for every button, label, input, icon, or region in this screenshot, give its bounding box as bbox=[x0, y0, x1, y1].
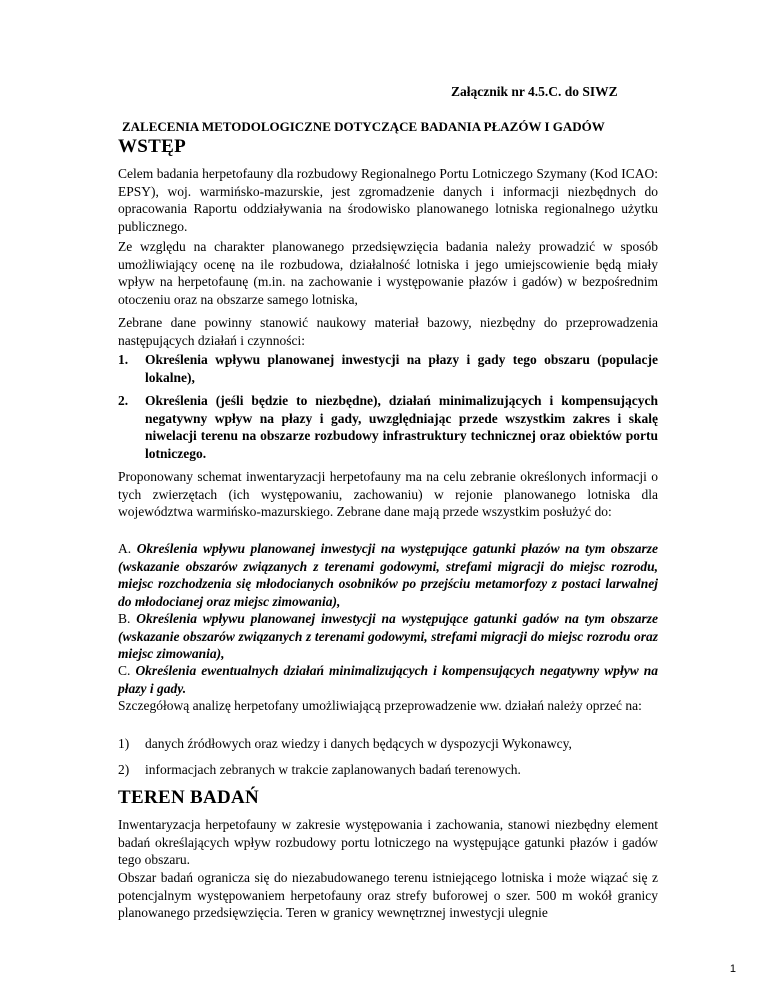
paragraph-4: Proponowany schemat inwentaryzacji herpetofauny ma na celu zebranie określonych informacji o tych zwierzętach (ich występowaniu, zachowaniu) w rejonie planowanego lotniska dla województwa warmińsko-mazurskiego. Zebrane dane mają przede wszystkim posłużyć do: bbox=[118, 469, 658, 519]
letter-item bbox=[118, 610, 658, 663]
letter-prefix: B. bbox=[118, 611, 131, 626]
item-number: 1. bbox=[118, 352, 129, 367]
paragraph-5: Szczegółową analizę herpetofany umożliwiającą przeprowadzenie ww. działań należy oprzeć na: bbox=[118, 698, 642, 713]
document-title: ZALECENIA METODOLOGICZNE DOTYCZĄCE BADANIA PŁAZÓW I GADÓW bbox=[122, 119, 605, 134]
paragraph-6: Inwentaryzacja herpetofauny w zakresie występowania i zachowania, stanowi niezbędny element badań określających wpływ rozbudowy portu lotniczego na występujące gatunki płazów i gadów tego obszaru. bbox=[118, 817, 658, 867]
letter-prefix: C. bbox=[118, 663, 131, 678]
attachment-label: Załącznik nr 4.5.C. do SIWZ bbox=[451, 84, 618, 99]
list-text: danych źródłowych oraz wiedzy i danych będących w dyspozycji Wykonawcy, bbox=[145, 736, 572, 751]
area-heading: TEREN BADAŃ bbox=[118, 787, 260, 808]
list-number: 1) bbox=[118, 736, 130, 751]
list-item bbox=[118, 761, 658, 779]
page-number: 1 bbox=[729, 963, 736, 975]
numbered-item bbox=[118, 351, 658, 386]
item-text: Określenia (jeśli będzie to niezbędne), działań minimalizujących i kompensujących negatywny wpływ na płazy i gady, uwzględniając przede wszystkim zakres i skalę niwelacji terenu na obszarze rozbudowy infrastruktury technicznej oraz obiektów portu lotniczego. bbox=[145, 393, 658, 461]
item-text: Określenia wpływu planowanej inwestycji na płazy i gady tego obszaru (populacje lokalne), bbox=[145, 352, 658, 385]
list-text: informacjach zebranych w trakcie zaplanowanych badań terenowych. bbox=[145, 762, 521, 777]
paragraph-3: Zebrane dane powinny stanowić naukowy materiał bazowy, niezbędny do przeprowadzenia następujących działań i czynności: bbox=[118, 315, 658, 348]
letter-prefix: A. bbox=[118, 541, 132, 556]
paragraph-1: Celem badania herpetofauny dla rozbudowy Regionalnego Portu Lotniczego Szymany (Kod ICAO: EPSY), woj. warmińsko-mazurskie, jest zgromadzenie danych i informacji niezbędnych do opracowania Raportu oddziaływania na środowisko planowanego lotniska regionalnego użytku publicznego. bbox=[118, 166, 658, 234]
item-number: 2. bbox=[118, 393, 129, 408]
letter-text: Określenia ewentualnych działań minimalizujących i kompensujących negatywny wpływ na płazy i gady. bbox=[118, 663, 658, 696]
list-item bbox=[118, 735, 658, 753]
letter-item bbox=[118, 540, 658, 610]
letter-text: Określenia wpływu planowanej inwestycji na występujące gatunki gadów na tym obszarze (wskazanie obszarów związanych z terenami godowymi, strefami migracji do miejsc rozrodu oraz miejsc zimowania), bbox=[118, 611, 658, 661]
paragraph-2: Ze względu na charakter planowanego przedsięwzięcia badania należy prowadzić w sposób umożliwiający ocenę na ile rozbudowa, działalność lotniska i jego umiejscowienie będą miały wpływ na herpetofaunę (m.in. na zachowanie i występowanie płazów i gadów) w bezpośrednim otoczeniu oraz na obszarze samego lotniska, bbox=[118, 239, 658, 307]
intro-heading: WSTĘP bbox=[118, 136, 187, 157]
paragraph-7: Obszar badań ogranicza się do niezabudowanego terenu istniejącego lotniska i może wiązać się z potencjalnym występowaniem herpetofauny oraz strefy buforowej o szer. 500 m wokół granicy planowanego przedsięwzięcia. Teren w granicy wewnętrznej inwestycji ulegnie bbox=[118, 870, 658, 920]
letter-item bbox=[118, 662, 658, 697]
letter-text: Określenia wpływu planowanej inwestycji na występujące gatunki płazów na tym obszarze (wskazanie obszarów związanych z terenami godowymi, strefami migracji do miejsc rozrodu, miejsc rozchodzenia się młodocianych osobników po przejściu metamorfozy z postaci larwalnej do młodocianej oraz miejsc zimowania), bbox=[118, 541, 659, 609]
numbered-item bbox=[118, 392, 658, 462]
section-intro bbox=[118, 136, 658, 158]
list-number: 2) bbox=[118, 762, 130, 777]
